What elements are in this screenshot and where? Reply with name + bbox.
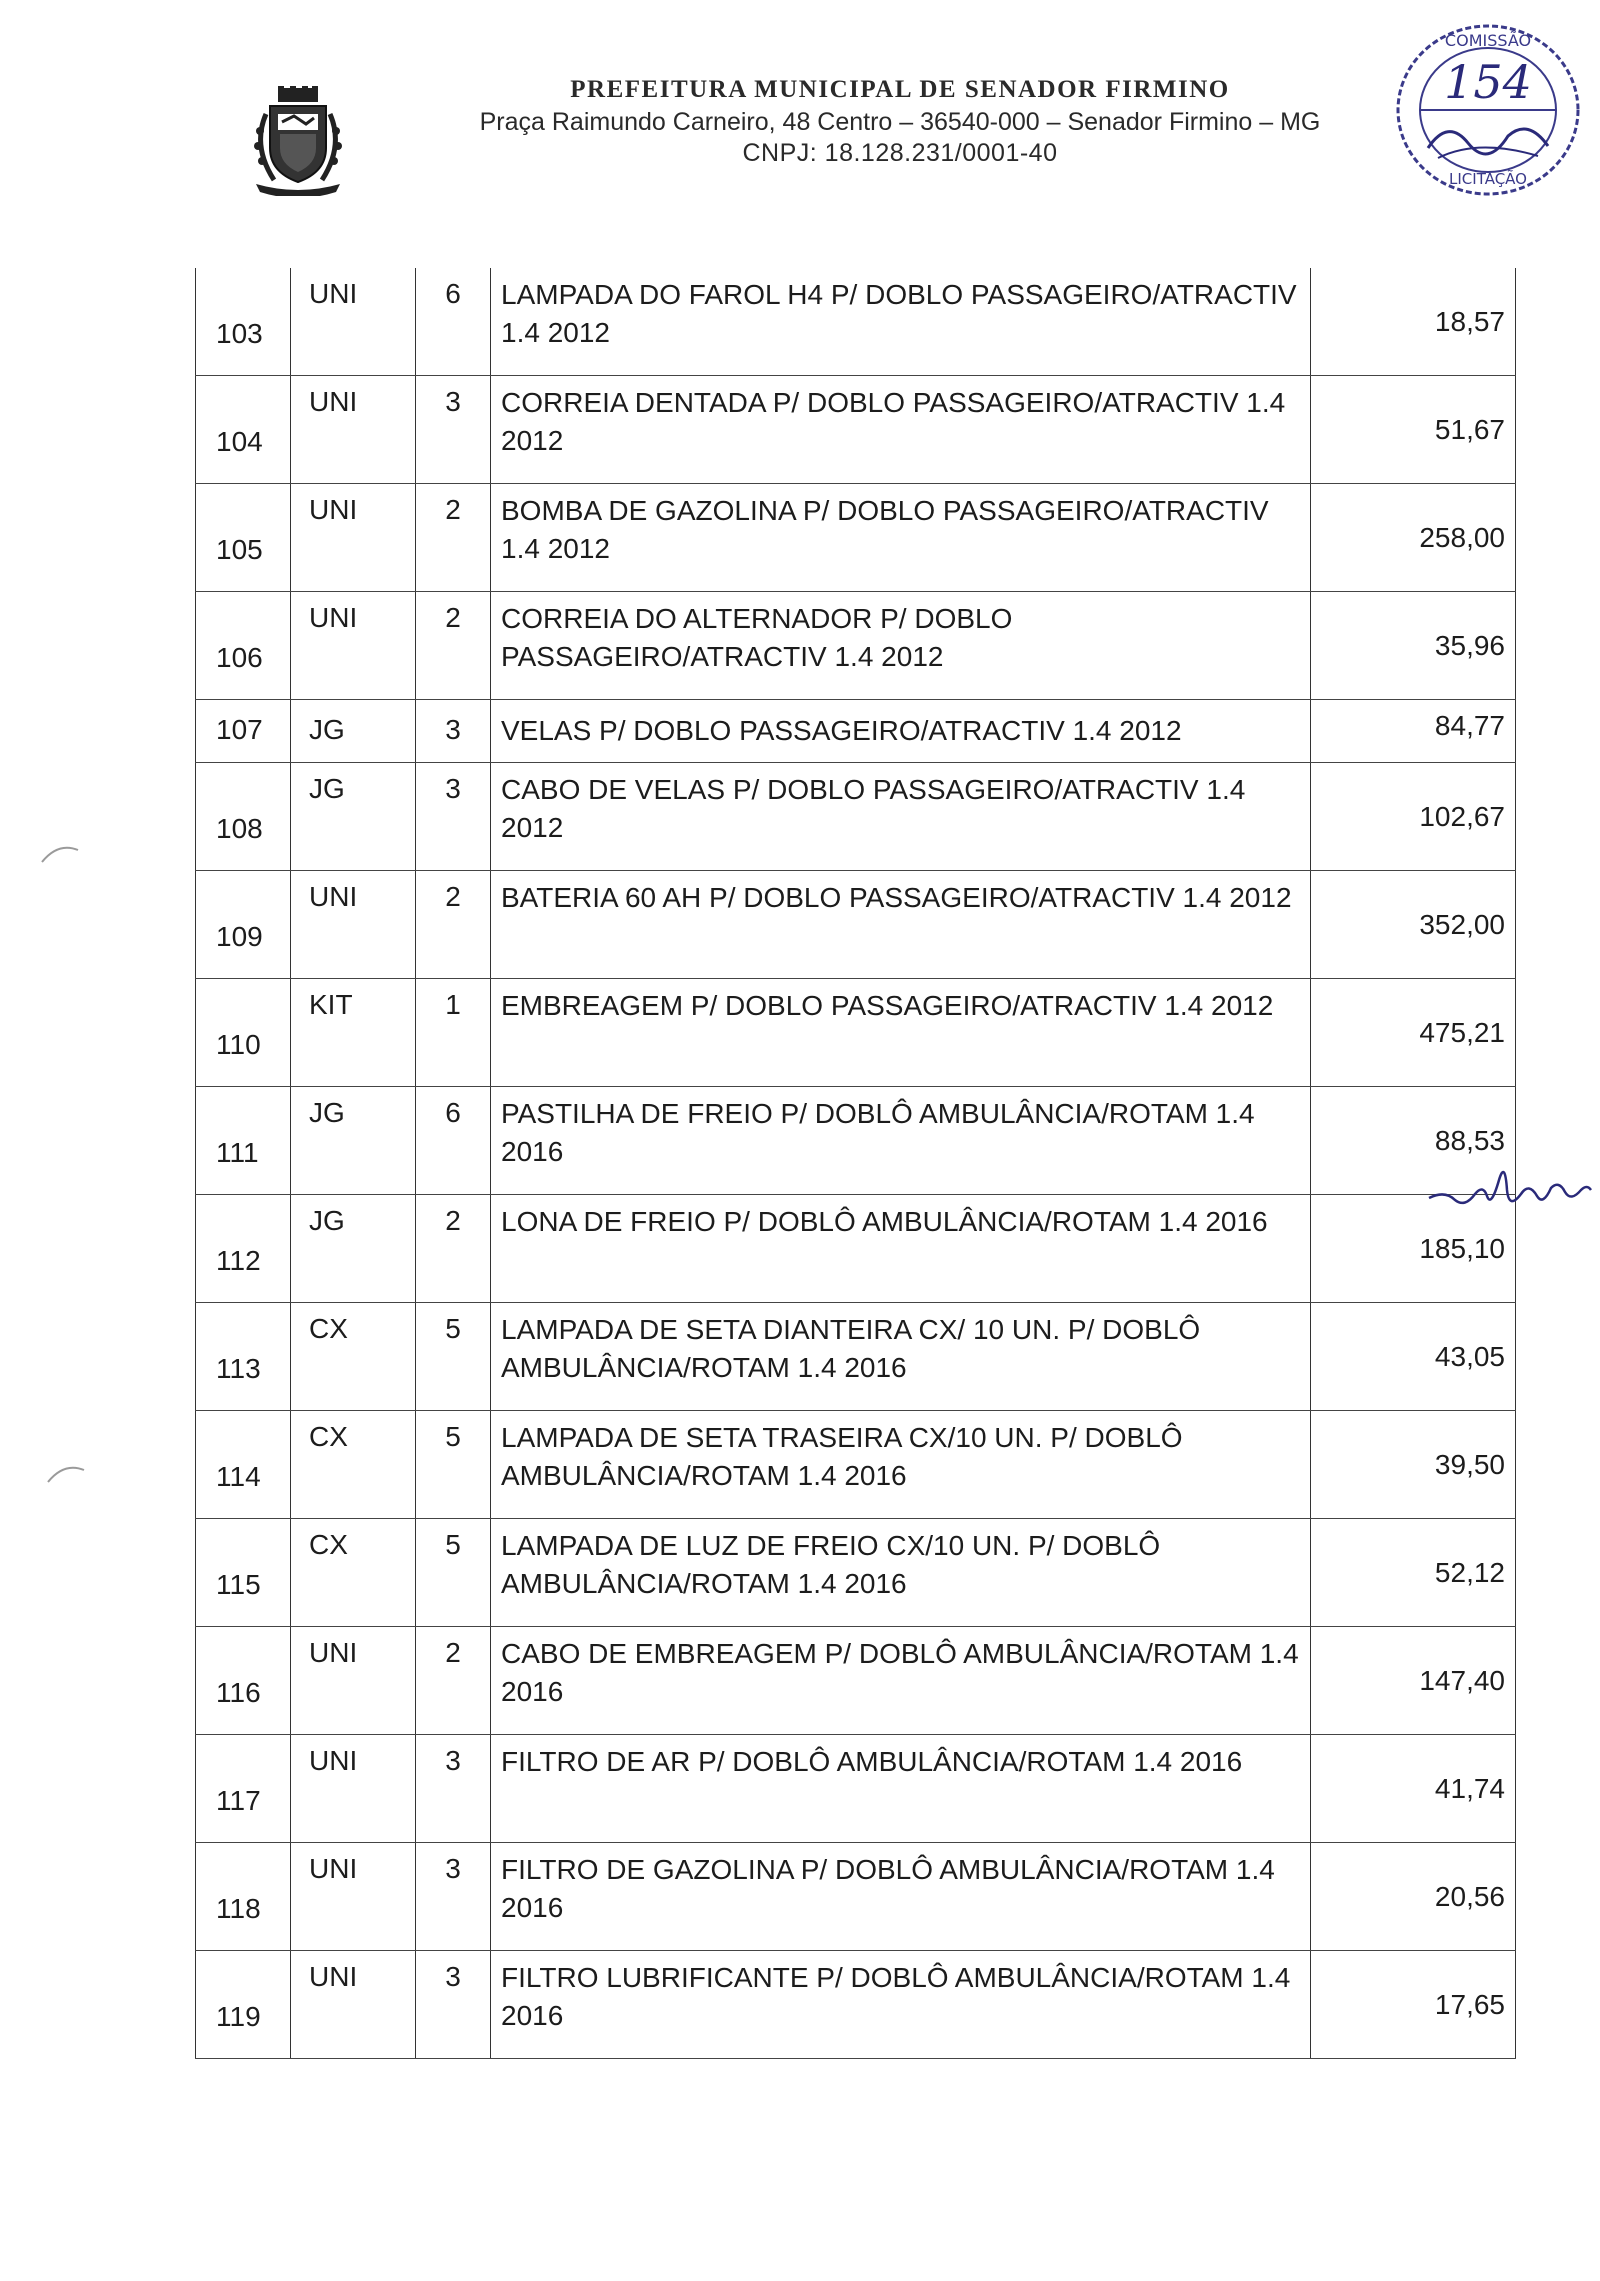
item-unit-cell [291, 979, 416, 1087]
item-qty-cell [416, 1627, 491, 1735]
item-description: LONA DE FREIO P/ DOBLÔ AMBULÂNCIA/ROTAM 1.4 2016 [501, 1206, 1268, 1237]
item-price: 20,56 [1434, 1881, 1505, 1912]
item-unit-cell [291, 1303, 416, 1411]
item-description-cell [491, 1195, 1311, 1303]
item-description-cell [491, 592, 1311, 700]
item-price: 41,74 [1434, 1773, 1505, 1804]
item-number-cell [196, 1303, 291, 1411]
item-number-cell [196, 376, 291, 484]
org-address: Praça Raimundo Carneiro, 48 Centro – 36540-000 – Senador Firmino – MG [479, 108, 1321, 136]
org-cnpj: CNPJ: 18.128.231/0001-40 [742, 139, 1058, 167]
item-price-cell [1311, 484, 1516, 592]
table-row [196, 871, 1516, 979]
item-description: CABO DE EMBREAGEM P/ DOBLÔ AMBULÂNCIA/ROTAM 1.4 2016 [501, 1638, 1299, 1707]
stamp-top-text: COMISSÃO [1444, 31, 1532, 50]
item-unit-cell [291, 1627, 416, 1735]
table-row [196, 1951, 1516, 2059]
item-number-cell [196, 979, 291, 1087]
item-unit: CX [309, 1313, 348, 1344]
item-number: 119 [216, 2001, 261, 2032]
binder-hole-mark [40, 838, 80, 868]
item-unit-cell [291, 700, 416, 763]
item-qty-cell [416, 1951, 491, 2059]
item-unit: UNI [309, 1853, 358, 1884]
item-description-cell [491, 1411, 1311, 1519]
item-description: LAMPADA DO FAROL H4 P/ DOBLO PASSAGEIRO/ATRACTIV 1.4 2012 [501, 279, 1297, 348]
item-number-cell [196, 592, 291, 700]
table-row [196, 1303, 1516, 1411]
item-description-cell [491, 1627, 1311, 1735]
item-unit: UNI [309, 602, 358, 633]
municipal-crest-icon [248, 86, 348, 196]
table-row [196, 1087, 1516, 1195]
item-quantity: 1 [445, 989, 461, 1020]
item-price-cell [1311, 871, 1516, 979]
item-description-cell [491, 871, 1311, 979]
item-number: 111 [216, 1137, 259, 1168]
item-price-cell [1311, 1627, 1516, 1735]
table-row [196, 376, 1516, 484]
item-quantity: 2 [445, 1637, 461, 1668]
item-description-cell [491, 979, 1311, 1087]
item-number: 110 [216, 1029, 261, 1060]
item-number-cell [196, 871, 291, 979]
item-number-cell [196, 1627, 291, 1735]
item-unit-cell [291, 1843, 416, 1951]
item-price: 17,65 [1434, 1989, 1505, 2020]
item-qty-cell [416, 763, 491, 871]
handwritten-rubric [1425, 1150, 1595, 1220]
item-description: FILTRO DE AR P/ DOBLÔ AMBULÂNCIA/ROTAM 1.4 2016 [501, 1746, 1243, 1777]
item-description: EMBREAGEM P/ DOBLO PASSAGEIRO/ATRACTIV 1.4 2012 [501, 990, 1274, 1021]
item-unit: JG [309, 773, 345, 804]
item-number-cell [196, 1519, 291, 1627]
item-unit: UNI [309, 1745, 358, 1776]
item-description-cell [491, 376, 1311, 484]
item-quantity: 3 [445, 773, 461, 804]
item-unit: KIT [309, 989, 353, 1020]
table-row [196, 979, 1516, 1087]
item-description: CORREIA DENTADA P/ DOBLO PASSAGEIRO/ATRACTIV 1.4 2012 [501, 387, 1286, 456]
item-number-cell [196, 1411, 291, 1519]
table-row [196, 268, 1516, 376]
item-number-cell [196, 763, 291, 871]
item-number: 116 [216, 1677, 261, 1708]
item-description: FILTRO LUBRIFICANTE P/ DOBLÔ AMBULÂNCIA/ROTAM 1.4 2016 [501, 1962, 1291, 2031]
item-price: 475,21 [1419, 1017, 1505, 1048]
item-unit: JG [309, 1097, 345, 1128]
item-unit-cell [291, 1735, 416, 1843]
items-table-body [196, 268, 1516, 2059]
commission-stamp [1388, 18, 1588, 203]
item-unit: JG [309, 1205, 345, 1236]
item-number-cell [196, 1195, 291, 1303]
item-unit-cell [291, 484, 416, 592]
item-price-cell [1311, 1951, 1516, 2059]
item-description: BOMBA DE GAZOLINA P/ DOBLO PASSAGEIRO/ATRACTIV 1.4 2012 [501, 495, 1269, 564]
item-quantity: 6 [445, 1097, 461, 1128]
item-description: LAMPADA DE SETA DIANTEIRA CX/ 10 UN. P/ DOBLÔ AMBULÂNCIA/ROTAM 1.4 2016 [501, 1314, 1201, 1383]
item-qty-cell [416, 1735, 491, 1843]
item-qty-cell [416, 979, 491, 1087]
item-quantity: 5 [445, 1421, 461, 1452]
item-description: VELAS P/ DOBLO PASSAGEIRO/ATRACTIV 1.4 2012 [501, 715, 1182, 746]
item-quantity: 3 [445, 714, 461, 745]
item-price: 35,96 [1434, 630, 1505, 661]
item-number: 113 [216, 1353, 261, 1384]
table-row [196, 1519, 1516, 1627]
item-unit: UNI [309, 1637, 358, 1668]
item-unit-cell [291, 1519, 416, 1627]
item-number: 114 [216, 1461, 261, 1492]
item-unit-cell [291, 1195, 416, 1303]
item-price: 352,00 [1419, 909, 1505, 940]
item-price: 84,77 [1434, 710, 1505, 741]
item-number: 118 [216, 1893, 261, 1924]
item-price-cell [1311, 592, 1516, 700]
item-unit: CX [309, 1421, 348, 1452]
item-description: PASTILHA DE FREIO P/ DOBLÔ AMBULÂNCIA/ROTAM 1.4 2016 [501, 1098, 1255, 1167]
item-qty-cell [416, 1519, 491, 1627]
item-price: 102,67 [1419, 801, 1505, 832]
item-unit-cell [291, 592, 416, 700]
item-description-cell [491, 763, 1311, 871]
item-number-cell [196, 1843, 291, 1951]
item-unit: UNI [309, 881, 358, 912]
table-row [196, 1411, 1516, 1519]
item-quantity: 3 [445, 1961, 461, 1992]
table-row [196, 1843, 1516, 1951]
item-unit: UNI [309, 386, 358, 417]
item-unit: UNI [309, 278, 358, 309]
item-description: FILTRO DE GAZOLINA P/ DOBLÔ AMBULÂNCIA/ROTAM 1.4 2016 [501, 1854, 1275, 1923]
item-price: 51,67 [1434, 414, 1505, 445]
letterhead [380, 70, 1420, 168]
item-number-cell [196, 1951, 291, 2059]
item-quantity: 3 [445, 1745, 461, 1776]
item-number-cell [196, 1735, 291, 1843]
item-qty-cell [416, 1087, 491, 1195]
item-qty-cell [416, 268, 491, 376]
item-number: 105 [216, 534, 263, 565]
table-row [196, 763, 1516, 871]
table-row [196, 1735, 1516, 1843]
table-row [196, 484, 1516, 592]
org-name: PREFEITURA MUNICIPAL DE SENADOR FIRMINO [570, 76, 1230, 103]
item-price: 43,05 [1434, 1341, 1505, 1372]
item-price-cell [1311, 1735, 1516, 1843]
item-qty-cell [416, 592, 491, 700]
item-description-cell [491, 1843, 1311, 1951]
item-quantity: 5 [445, 1529, 461, 1560]
items-table [195, 268, 1516, 2059]
item-number-cell [196, 1087, 291, 1195]
stamp-page-number: 154 [1444, 55, 1532, 109]
item-price-cell [1311, 1303, 1516, 1411]
item-description: CABO DE VELAS P/ DOBLO PASSAGEIRO/ATRACTIV 1.4 2012 [501, 774, 1246, 843]
item-price-cell [1311, 1519, 1516, 1627]
item-description: LAMPADA DE SETA TRASEIRA CX/10 UN. P/ DOBLÔ AMBULÂNCIA/ROTAM 1.4 2016 [501, 1422, 1183, 1491]
item-description: CORREIA DO ALTERNADOR P/ DOBLO PASSAGEIRO/ATRACTIV 1.4 2012 [501, 603, 1013, 672]
item-price: 185,10 [1419, 1233, 1505, 1264]
item-number: 107 [216, 714, 263, 745]
item-number-cell [196, 268, 291, 376]
item-description-cell [491, 1735, 1311, 1843]
item-unit-cell [291, 1951, 416, 2059]
item-number: 109 [216, 921, 263, 952]
item-quantity: 2 [445, 1205, 461, 1236]
item-qty-cell [416, 376, 491, 484]
item-description-cell [491, 484, 1311, 592]
table-row [196, 1627, 1516, 1735]
item-price-cell [1311, 1843, 1516, 1951]
item-unit: UNI [309, 1961, 358, 1992]
item-unit-cell [291, 871, 416, 979]
item-number: 103 [216, 318, 263, 349]
item-description-cell [491, 268, 1311, 376]
item-unit: UNI [309, 494, 358, 525]
item-number: 106 [216, 642, 263, 673]
item-number: 117 [216, 1785, 261, 1816]
item-quantity: 3 [445, 1853, 461, 1884]
item-price-cell [1311, 763, 1516, 871]
binder-hole-mark [46, 1458, 86, 1488]
item-number: 112 [216, 1245, 261, 1276]
item-unit-cell [291, 1087, 416, 1195]
item-qty-cell [416, 871, 491, 979]
item-quantity: 6 [445, 278, 461, 309]
item-unit-cell [291, 763, 416, 871]
item-price: 18,57 [1434, 306, 1505, 337]
item-number: 115 [216, 1569, 261, 1600]
item-qty-cell [416, 1303, 491, 1411]
item-quantity: 2 [445, 602, 461, 633]
item-quantity: 3 [445, 386, 461, 417]
item-unit-cell [291, 268, 416, 376]
item-price: 258,00 [1419, 522, 1505, 553]
item-quantity: 2 [445, 494, 461, 525]
table-row [196, 592, 1516, 700]
item-description: BATERIA 60 AH P/ DOBLO PASSAGEIRO/ATRACTIV 1.4 2012 [501, 882, 1292, 913]
item-price: 147,40 [1419, 1665, 1505, 1696]
item-price-cell [1311, 1411, 1516, 1519]
table-row [196, 700, 1516, 763]
item-price-cell [1311, 376, 1516, 484]
item-unit-cell [291, 376, 416, 484]
item-unit-cell [291, 1411, 416, 1519]
item-unit: CX [309, 1529, 348, 1560]
item-description-cell [491, 1951, 1311, 2059]
item-price-cell [1311, 979, 1516, 1087]
item-number: 104 [216, 426, 263, 457]
item-description: LAMPADA DE LUZ DE FREIO CX/10 UN. P/ DOBLÔ AMBULÂNCIA/ROTAM 1.4 2016 [501, 1530, 1161, 1599]
table-row [196, 1195, 1516, 1303]
item-quantity: 2 [445, 881, 461, 912]
item-price: 52,12 [1434, 1557, 1505, 1588]
item-unit: JG [309, 714, 345, 745]
item-price: 39,50 [1434, 1449, 1505, 1480]
item-qty-cell [416, 1843, 491, 1951]
item-price: 88,53 [1434, 1125, 1505, 1156]
item-qty-cell [416, 1411, 491, 1519]
item-qty-cell [416, 700, 491, 763]
item-qty-cell [416, 1195, 491, 1303]
stamp-bottom-text: LICITAÇÃO [1449, 170, 1527, 188]
item-description-cell [491, 1519, 1311, 1627]
item-price-cell [1311, 700, 1516, 763]
item-description-cell [491, 700, 1311, 763]
item-description-cell [491, 1087, 1311, 1195]
item-number: 108 [216, 813, 263, 844]
item-number-cell [196, 700, 291, 763]
item-qty-cell [416, 484, 491, 592]
item-description-cell [491, 1303, 1311, 1411]
item-quantity: 5 [445, 1313, 461, 1344]
item-number-cell [196, 484, 291, 592]
item-price-cell [1311, 268, 1516, 376]
